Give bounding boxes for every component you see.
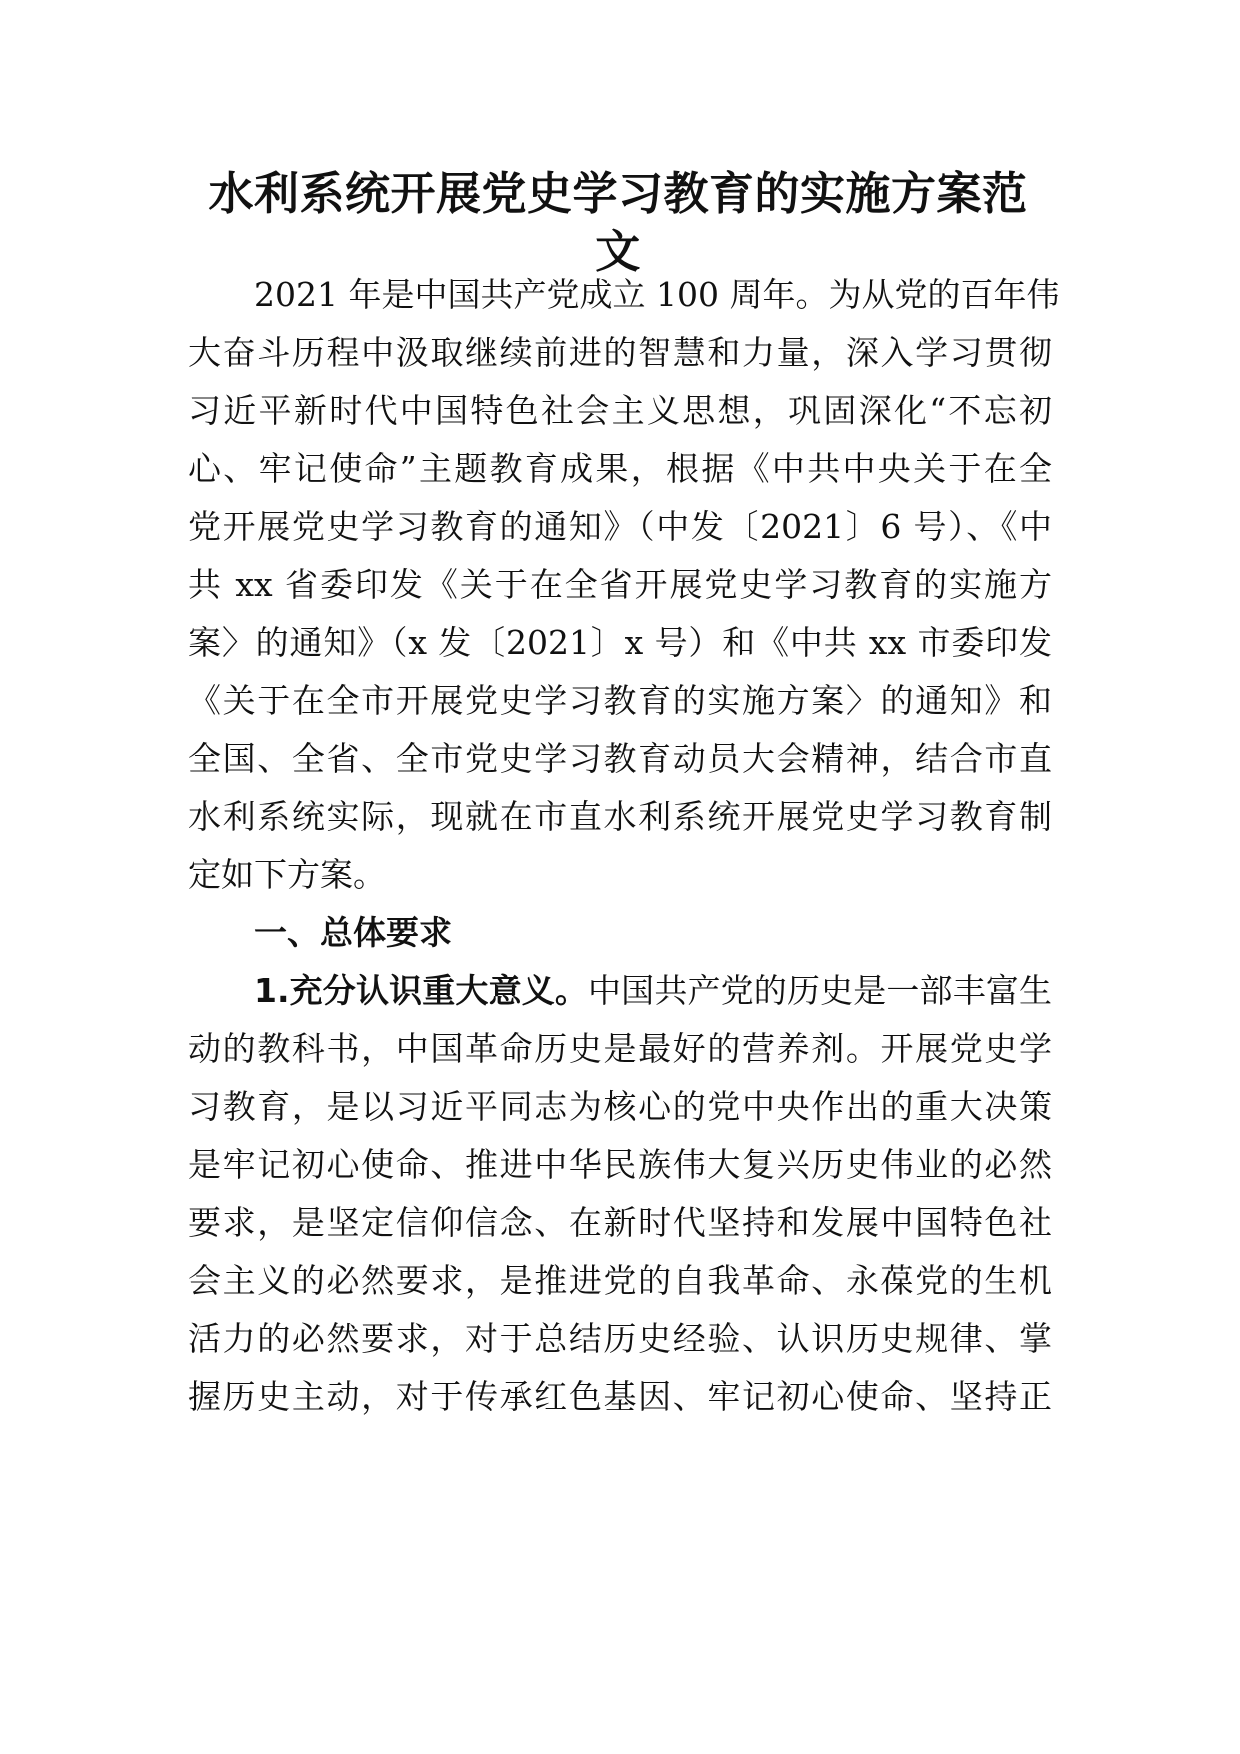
intro-line: 案〉的通知》（x 发〔2021〕x 号）和《中共 xx 市委印发 — [188, 623, 1052, 662]
item1-line: 活力的必然要求，对于总结历史经验、认识历史规律、掌 — [188, 1319, 1052, 1358]
intro-line: 水利系统实际，现就在市直水利系统开展党史学习教育制 — [188, 797, 1052, 836]
intro-line: 全国、全省、全市党史学习教育动员大会精神，结合市直 — [188, 739, 1052, 778]
document-title-line1: 水利系统开展党史学习教育的实施方案范 — [208, 167, 1028, 220]
item1-line: 会主义的必然要求，是推进党的自我革命、永葆党的生机 — [188, 1261, 1052, 1300]
intro-line: 2021 年是中国共产党成立 100 周年。为从党的百年伟 — [254, 275, 1060, 314]
item1-first-line — [254, 967, 1052, 1015]
intro-line: 大奋斗历程中汲取继续前进的智慧和力量，深入学习贯彻 — [188, 333, 1052, 372]
item1-first-line-text: 中国共产党的历史是一部丰富生 — [588, 971, 1053, 1010]
item1-line: 是牢记初心使命、推进中华民族伟大复兴历史伟业的必然 — [188, 1145, 1052, 1184]
item1-line: 习教育，是以习近平同志为核心的党中央作出的重大决策 — [188, 1087, 1052, 1126]
item1-line: 握历史主动，对于传承红色基因、牢记初心使命、坚持正 — [188, 1377, 1052, 1416]
intro-line: 《关于在全市开展党史学习教育的实施方案〉的通知》和 — [188, 681, 1052, 720]
section-heading: 一、总体要求 — [254, 913, 452, 952]
intro-line: 心、牢记使命”主题教育成果，根据《中共中央关于在全 — [188, 449, 1052, 488]
intro-line: 习近平新时代中国特色社会主义思想，巩固深化“不忘初 — [188, 391, 1052, 430]
item1-line: 要求，是坚定信仰信念、在新时代坚持和发展中国特色社 — [188, 1203, 1052, 1242]
intro-line: 定如下方案。 — [188, 855, 386, 894]
intro-line: 党开展党史学习教育的通知》（中发〔2021〕6 号）、《中 — [188, 507, 1052, 546]
item1-line: 动的教科书，中国革命历史是最好的营养剂。开展党史学 — [188, 1029, 1052, 1068]
intro-line: 共 xx 省委印发《关于在全省开展党史学习教育的实施方 — [188, 565, 1052, 604]
document-title — [186, 165, 1050, 281]
item1-label: 1.充分认识重大意义。 — [254, 971, 589, 1010]
document-title-line2: 文 — [595, 225, 641, 278]
